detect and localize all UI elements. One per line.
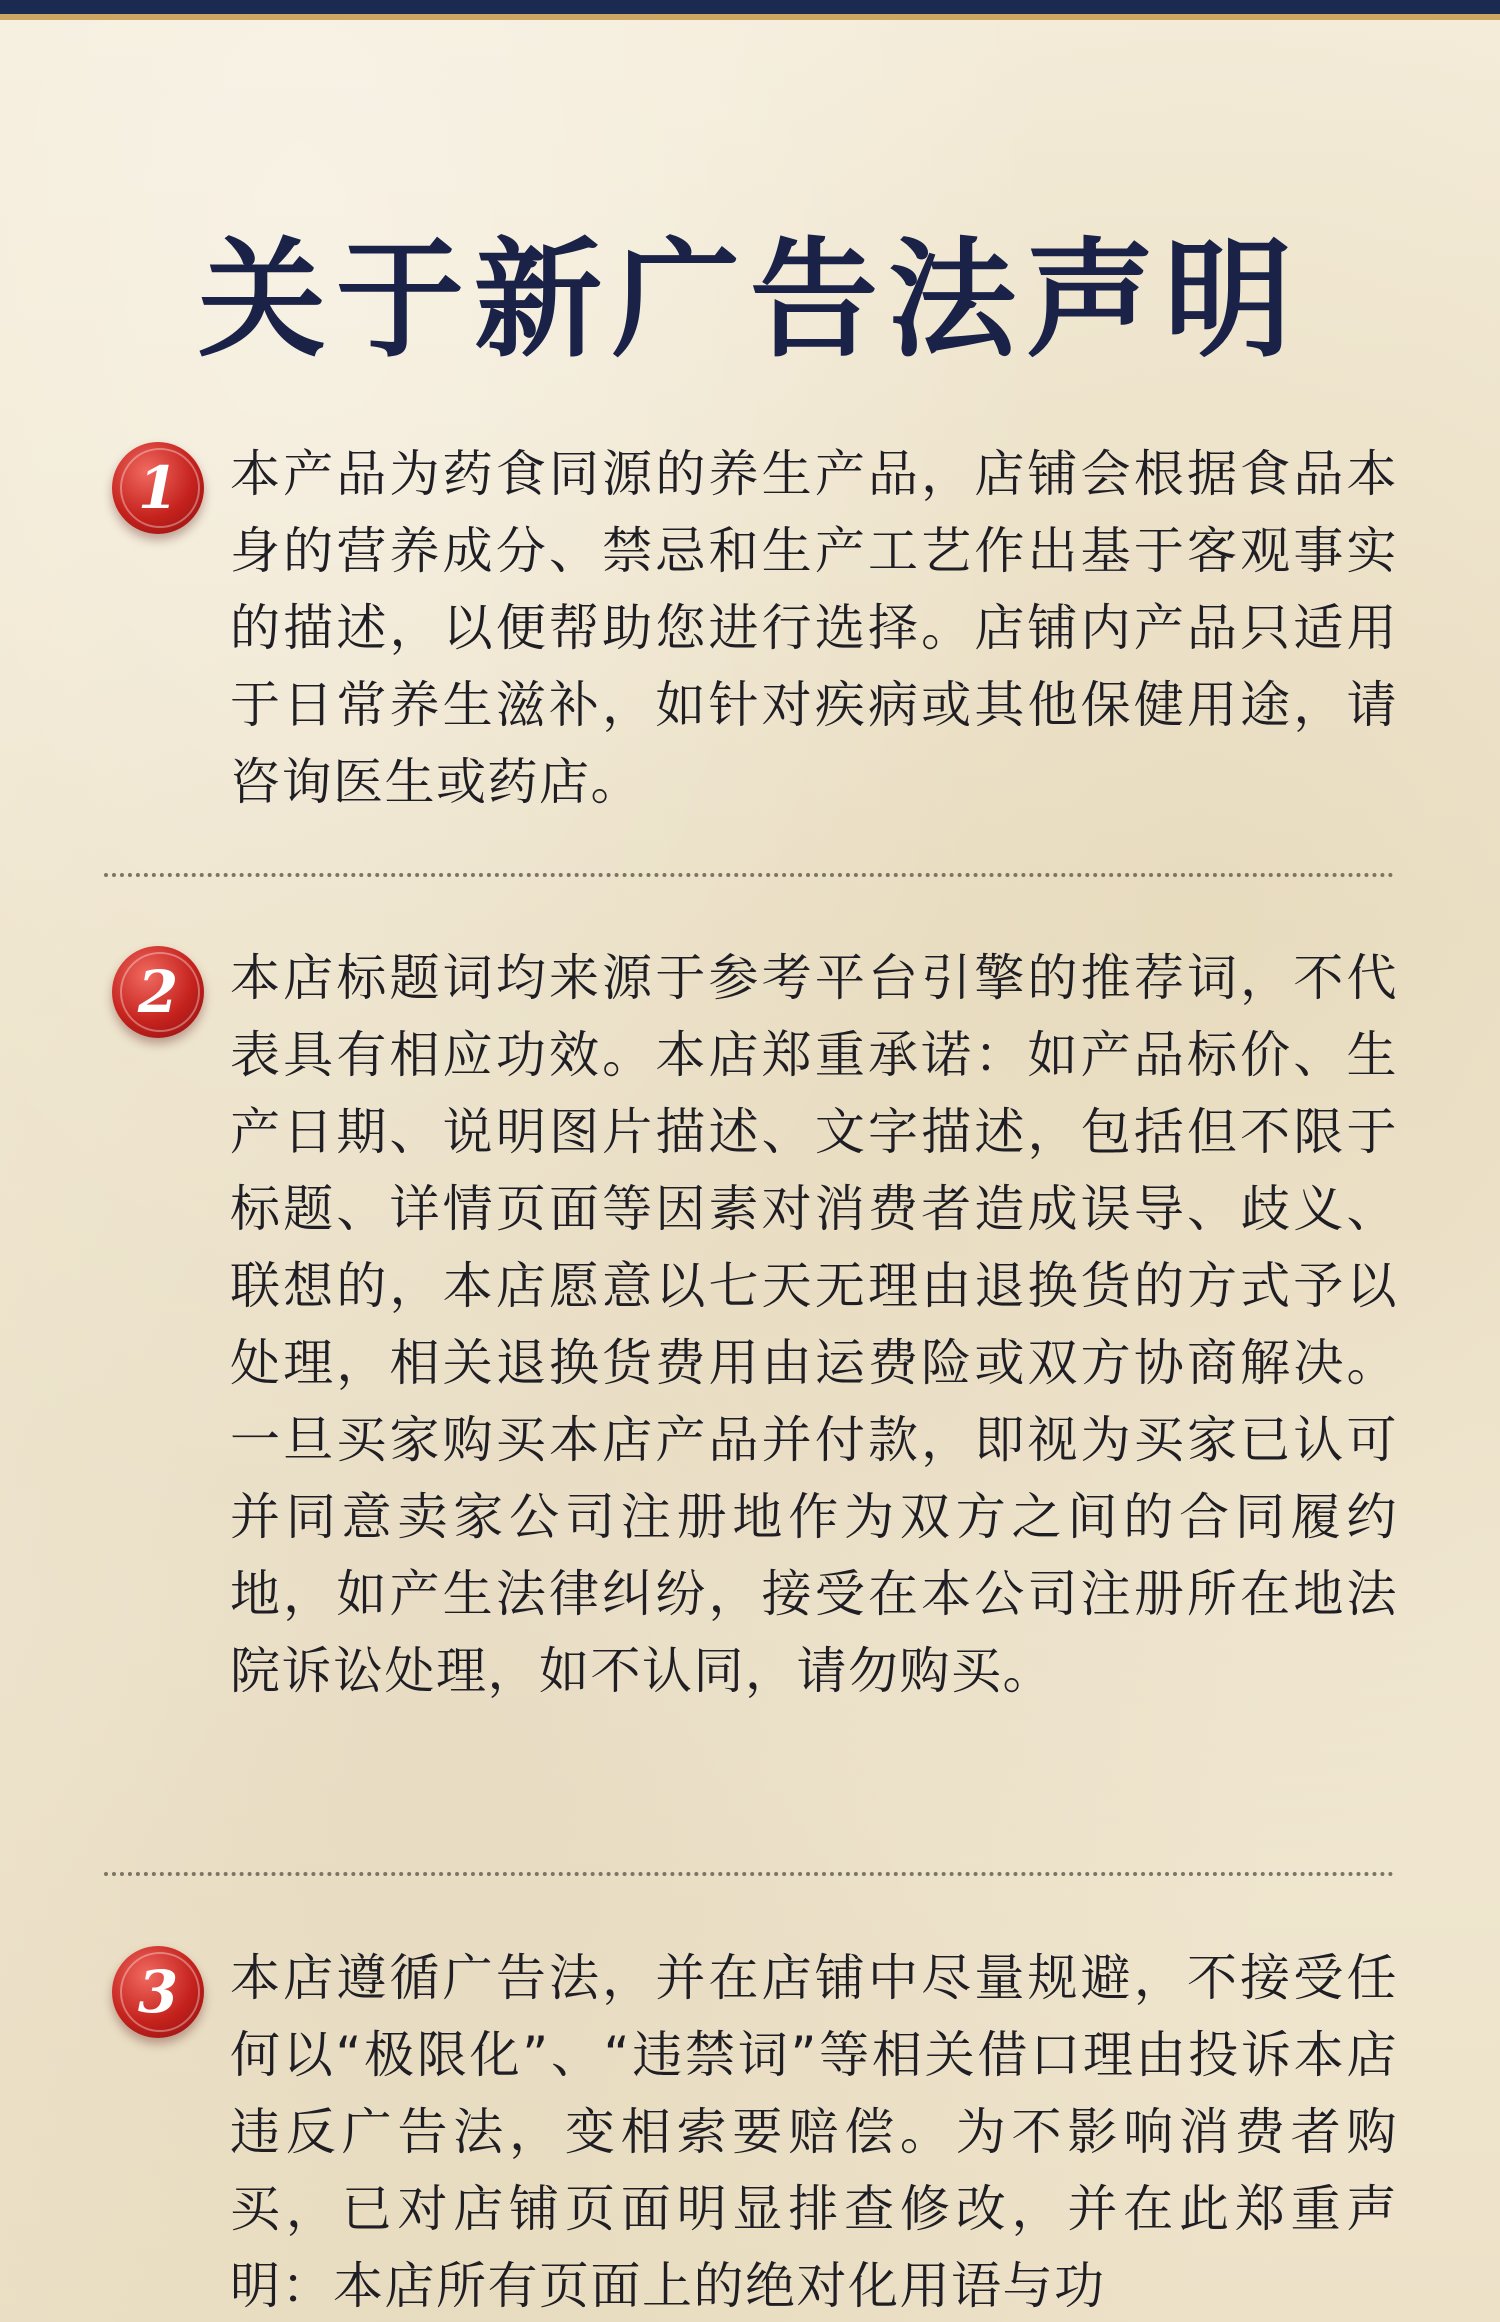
top-band: [0, 0, 1500, 14]
statement-text: 本店遵循广告法，并在店铺中尽量规避，不接受任何以“极限化”、“违禁词”等相关借口理由投诉本店违反广告法，变相索要赔偿。为不影响消费者购买，已对店铺页面明显排查修改，并在此郑重声明：本店所有页面上的绝对化用语与功: [230, 1949, 1398, 2315]
number-badge: [112, 946, 204, 1038]
badge-number: 2: [137, 958, 179, 1026]
statement-text: 本产品为药食同源的养生产品，店铺会根据食品本身的营养成分、禁忌和生产工艺作出基于客观事实的描述，以便帮助您进行选择。店铺内产品只适用于日常养生滋补，如针对疾病或其他保健用途，请咨询医生或药店。: [230, 445, 1398, 811]
dotted-divider: [104, 1872, 1394, 1876]
statement-section-1: [112, 436, 1397, 836]
statement-text: 本店标题词均来源于参考平台引擎的推荐词，不代表具有相应功效。本店郑重承诺：如产品标价、生产日期、说明图片描述、文字描述，包括但不限于标题、详情页面等因素对消费者造成误导、歧义、联想的，本店愿意以七天无理由退换货的方式予以处理，相关退换货费用由运费险或双方协商解决。一旦买家购买本店产品并付款，即视为买家已认可并同意卖家公司注册地作为双方之间的合同履约地，如产生法律纠纷，接受在本公司注册所在地法院诉讼处理，如不认同，请勿购买。: [230, 949, 1398, 1700]
page-title: 关于新广告法声明: [197, 225, 1302, 375]
badge-number: 3: [137, 1958, 179, 2026]
badge-number: 1: [137, 454, 179, 522]
dotted-divider: [104, 873, 1394, 877]
top-band-gold-line: [0, 14, 1500, 20]
statement-section-2: [112, 940, 1397, 1800]
number-badge: [112, 442, 204, 534]
statement-section-3: [112, 1940, 1397, 2322]
number-badge: [112, 1946, 204, 2038]
